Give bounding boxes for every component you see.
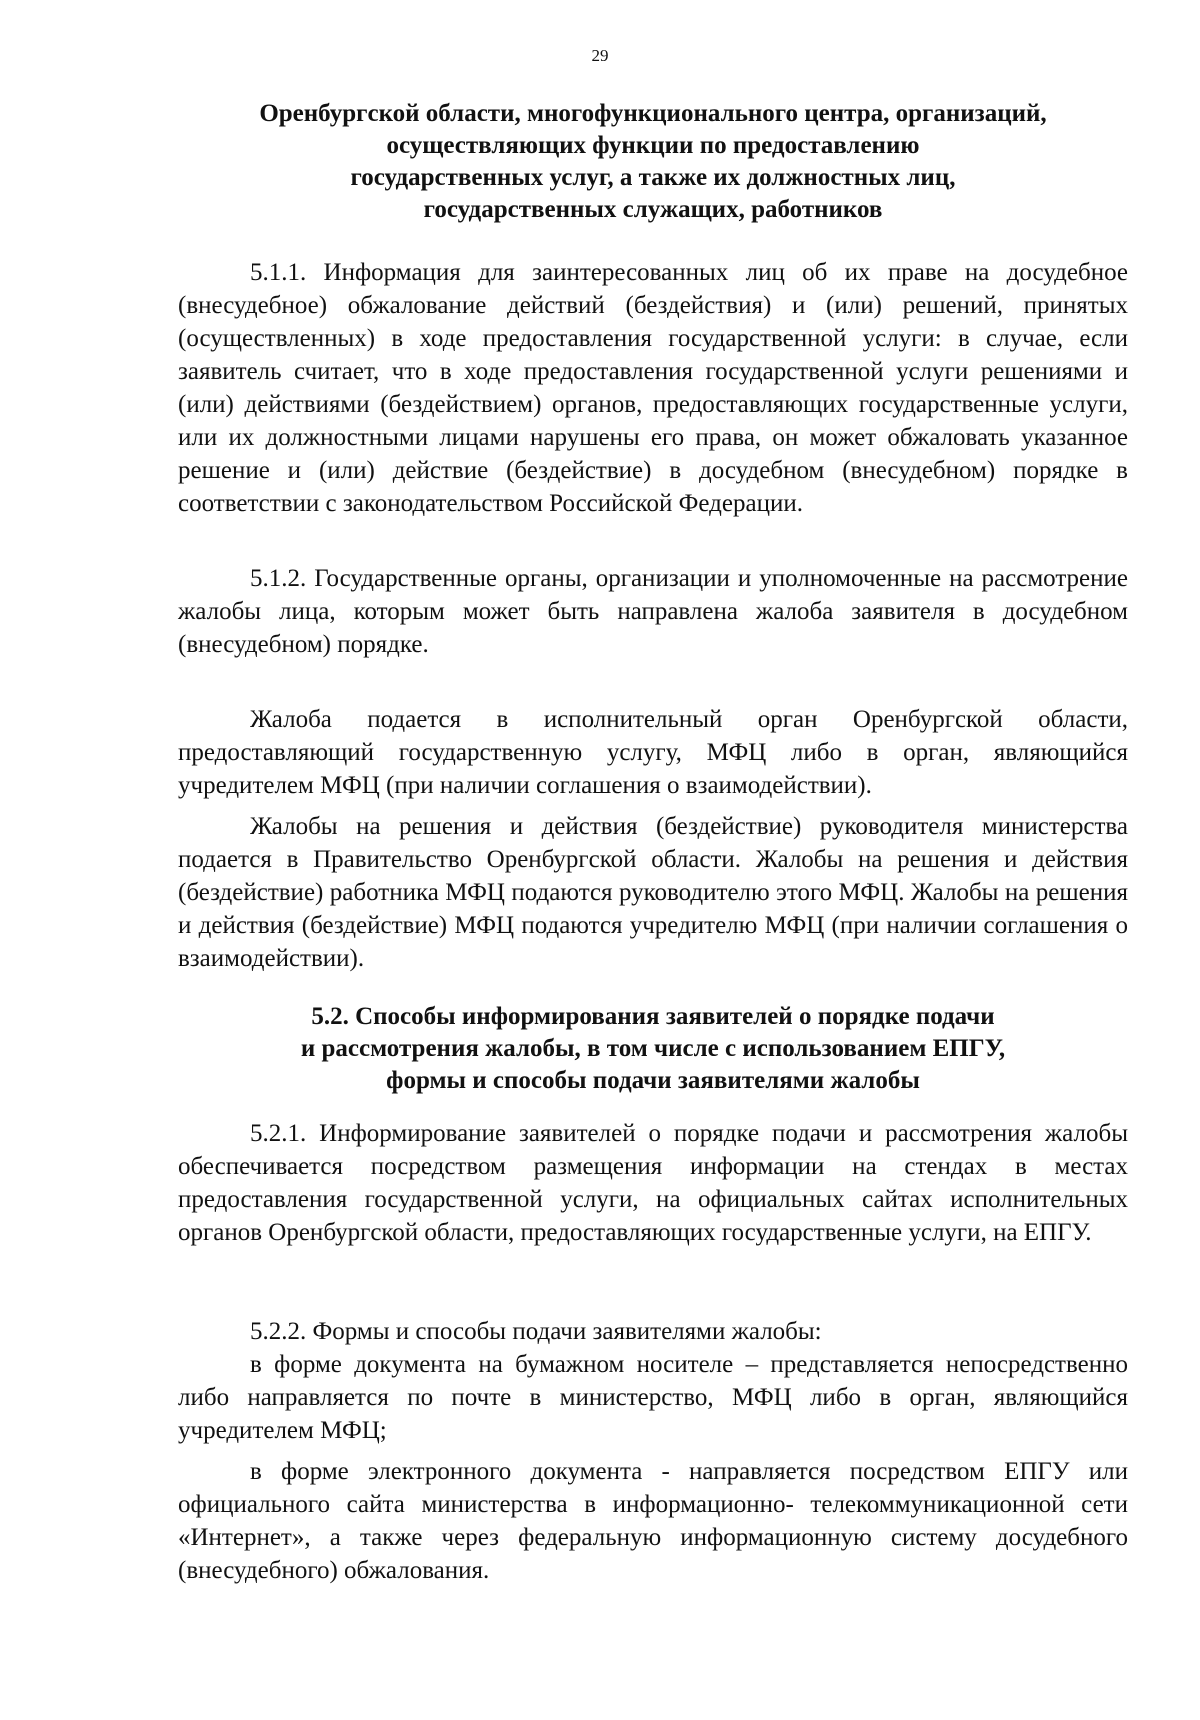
heading-line: государственных услуг, а также их должностных лиц,: [350, 164, 956, 191]
paragraph-5-1-2: 5.1.2. Государственные органы, организации и уполномоченные на рассмотрение жалобы лица, которым может быть направлена жалоба заявителя в досудебном (внесудебном) порядке.: [178, 565, 1128, 658]
section-heading-5-1: [178, 98, 1128, 226]
paragraph-5-1-1: 5.1.1. Информация для заинтересованных лиц об их праве на досудебное (внесудебное) обжалование действий (бездействия) и (или) решений, принятых (осуществленных) в ходе предоставления государственной услуги: в случае, если заявитель считает, что в ходе предоставления государственной услуги решениями и (или) действиями (бездействием) органов, предоставляющих государственные услуги, или их должностными лицами нарушены его права, он может обжаловать указанное решение и (или) действие (бездействие) в досудебном (внесудебном) порядке в соответствии с законодательством Российской Федерации.: [178, 259, 1128, 517]
heading-line: 5.2. Способы информирования заявителей о порядке подачи: [311, 1003, 995, 1030]
heading-line: и рассмотрения жалобы, в том числе с использованием ЕПГУ,: [300, 1035, 1006, 1062]
paragraph-paper-form: в форме документа на бумажном носителе – представляется непосредственно либо направляется по почте в министерство, МФЦ либо в орган, являющийся учредителем МФЦ;: [178, 1351, 1128, 1444]
paragraph-5-2-1: 5.2.1. Информирование заявителей о порядке подачи и рассмотрения жалобы обеспечивается посредством размещения информации на стендах в местах предоставления государственной услуги, на официальных сайтах исполнительных органов Оренбургской области, предоставляющих государственные услуги, на ЕПГУ.: [178, 1120, 1128, 1246]
paragraph-complaint-addressees: Жалобы на решения и действия (бездействие) руководителя министерства подается в Правительство Оренбургской области. Жалобы на решения и действия (бездействие) работника МФЦ подаются руководителю этого МФЦ. Жалобы на решения и действия (бездействие) МФЦ подаются учредителю МФЦ (при наличии соглашения о взаимодействии).: [178, 813, 1128, 972]
document-body: [178, 98, 1128, 1587]
section-heading-5-2: [178, 1001, 1128, 1097]
heading-line: государственных служащих, работников: [423, 196, 883, 223]
paragraph-5-2-2: 5.2.2. Формы и способы подачи заявителями жалобы:: [250, 1318, 822, 1345]
paragraph-electronic-form: в форме электронного документа - направляется посредством ЕПГУ или официального сайта министерства в информационно- телекоммуникационной сети «Интернет», а также через федеральную информационную систему досудебного (внесудебного) обжалования.: [178, 1458, 1128, 1584]
heading-line: Оренбургской области, многофункционального центра, организаций,: [259, 100, 1047, 127]
heading-line: осуществляющих функции по предоставлению: [386, 132, 920, 159]
heading-line: формы и способы подачи заявителями жалобы: [386, 1067, 920, 1094]
paragraph-complaint-filing: Жалоба подается в исполнительный орган Оренбургской области, предоставляющий государственную услугу, МФЦ либо в орган, являющийся учредителем МФЦ (при наличии соглашения о взаимодействии).: [178, 706, 1128, 799]
page-number: 29: [591, 46, 609, 65]
